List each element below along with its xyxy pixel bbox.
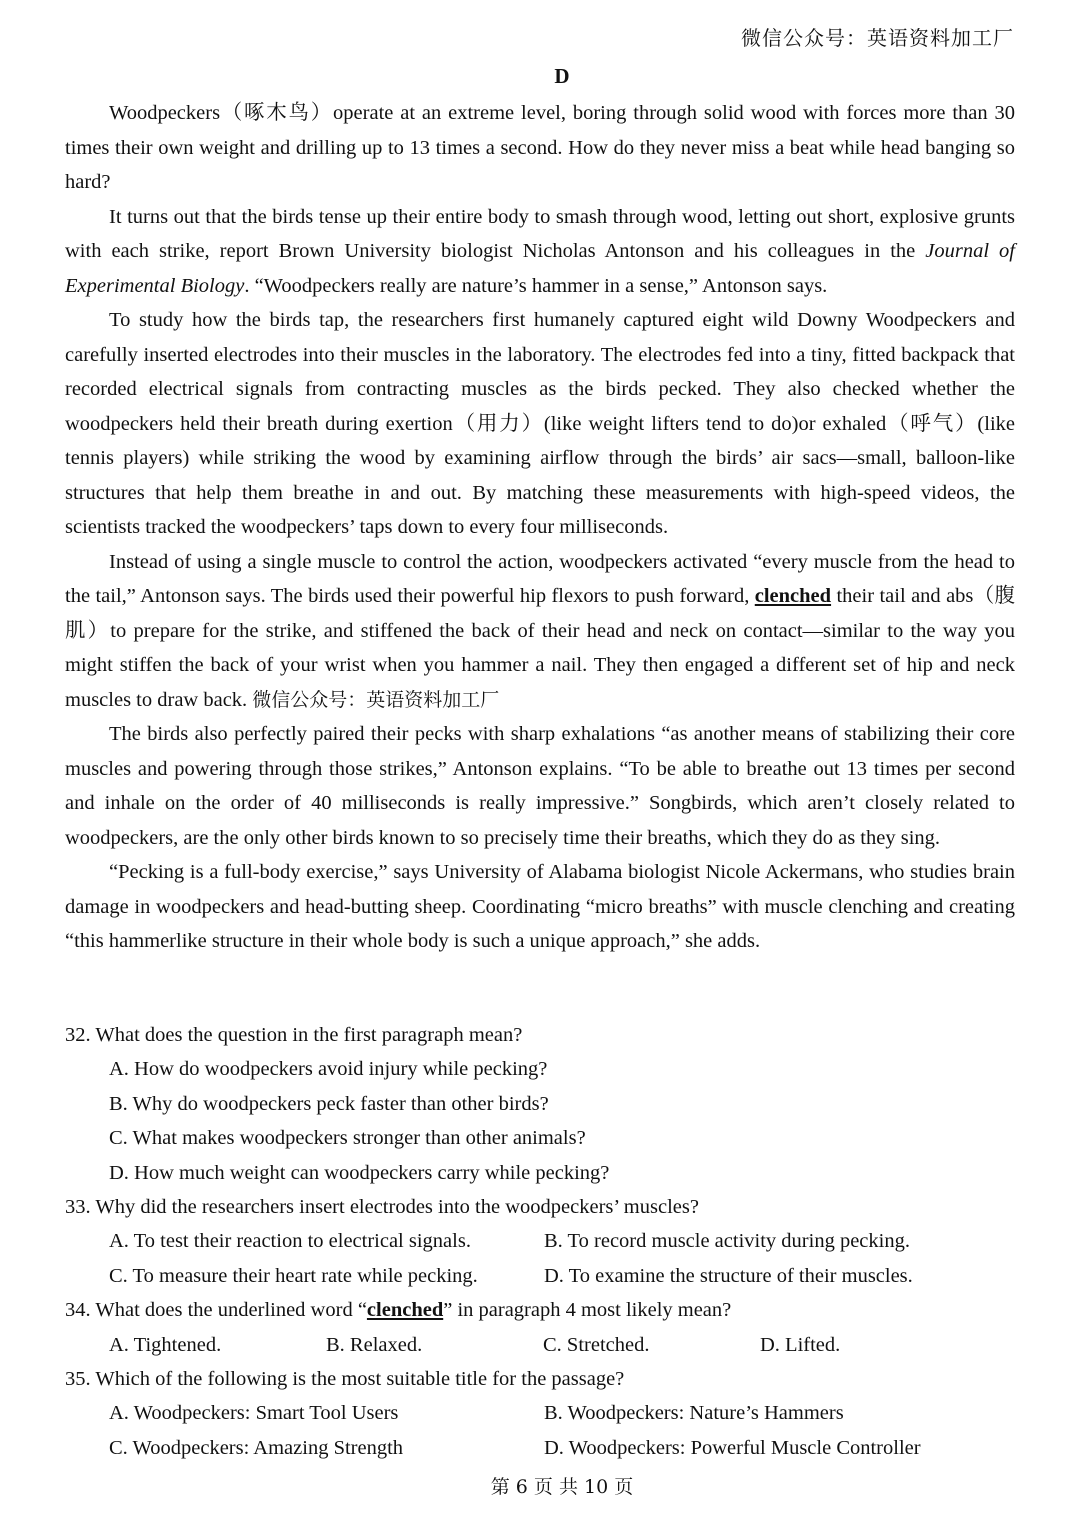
question-32-option-c: C. What makes woodpeckers stronger than other animals? xyxy=(109,1127,586,1150)
question-35-options-row-1 xyxy=(109,1396,1015,1430)
question-32-option-b: B. Why do woodpeckers peck faster than other birds? xyxy=(109,1092,549,1115)
question-33-option-c: C. To measure their heart rate while pecking. xyxy=(109,1264,478,1287)
paragraph-2-text-b: . “Woodpeckers really are nature’s hammer in a sense,” Antonson says. xyxy=(244,274,828,297)
inline-watermark: 微信公众号：英语资料加工厂 xyxy=(252,688,500,711)
question-34-stem-a: 34. What does the underlined word “ xyxy=(65,1299,367,1322)
header-watermark: 微信公众号：英语资料加工厂 xyxy=(741,26,1014,50)
paragraph-4-text-a: Instead of using a single muscle to control the action, woodpeckers activated “every muscle from the head to the tail,” Antonson says. The birds used their powerful hip flexors to push forward, xyxy=(65,550,1015,607)
paragraph-4-text-b: their tail and abs（腹肌）to prepare for the strike, and stiffened the back of their head and neck on contact—similar to the way you might stiffen the back of your wrist when you hammer a nail. They then engaged a different set of hip and neck muscles to draw back. xyxy=(65,585,1015,711)
paragraph-2 xyxy=(65,200,1015,304)
question-34 xyxy=(65,1293,1015,1362)
section-title: D xyxy=(554,64,570,88)
question-35-options-row-2 xyxy=(109,1431,1015,1465)
question-32-stem: 32. What does the question in the first paragraph mean? xyxy=(65,1024,523,1046)
journal-title: Journal of Experimental Biology xyxy=(65,240,1016,297)
question-34-option-d: D. Lifted. xyxy=(760,1333,841,1356)
question-33-options-row-2 xyxy=(109,1259,1015,1293)
question-35-option-a: A. Woodpeckers: Smart Tool Users xyxy=(109,1402,399,1425)
paragraph-4 xyxy=(65,545,1015,718)
question-33-option-b: B. To record muscle activity during pecking. xyxy=(544,1230,910,1253)
paragraph-6: “Pecking is a full-body exercise,” says University of Alabama biologist Nicole Ackermans, who studies brain damage in woodpeckers and head-butting sheep. Coordinating “micro breaths” with muscle clenching and creating “this hammerlike structure in their whole body is such a unique approach,” she adds. xyxy=(65,861,1015,952)
question-33-options-row-1 xyxy=(109,1224,1015,1258)
paragraph-5: The birds also perfectly paired their pecks with sharp exhalations “as another means of stabilizing their core muscles and powering through those strikes,” Antonson explains. “To be able to breathe out 13 times per second and inhale on the order of 40 milliseconds is really impressive.” Songbirds, which aren’t closely related to woodpeckers, are the only other birds known to so precisely time their breaths, which they do as they sing. xyxy=(65,723,1015,849)
question-34-option-a: A. Tightened. xyxy=(109,1333,222,1356)
question-35-stem: 35. Which of the following is the most suitable title for the passage? xyxy=(65,1368,625,1391)
question-33-option-d: D. To examine the structure of their muscles. xyxy=(544,1264,913,1287)
question-32 xyxy=(65,1018,1015,1190)
paragraph-1: Woodpeckers（啄木鸟）operate at an extreme level, boring through solid wood with forces more than 30 times their own weight and drilling up to 13 times a second. How do they never miss a beat while head banging so hard? xyxy=(65,102,1015,193)
question-33-option-a: A. To test their reaction to electrical signals. xyxy=(109,1230,471,1253)
question-34-option-c: C. Stretched. xyxy=(543,1333,650,1356)
question-35-option-b: B. Woodpeckers: Nature’s Hammers xyxy=(544,1402,844,1425)
paragraph-3: To study how the birds tap, the researchers first humanely captured eight wild Downy Woodpeckers and carefully inserted electrodes into their muscles in the laboratory. The electrodes fed into a tiny, fitted backpack that recorded electrical signals from contracting muscles as the birds pecked. They also checked whether the woodpeckers held their breath during exertion（用力）(like weight lifters tend to do)or exhaled（呼气）(like tennis players) while striking the wood by examining airflow through the birds’ air sacs—small, balloon-like structures that help them breathe in and out. By matching these measurements with high-speed videos, the scientists tracked the woodpeckers’ taps down to every four milliseconds. xyxy=(65,309,1015,538)
article xyxy=(65,96,1015,959)
question-33 xyxy=(65,1190,1015,1293)
question-35-option-d: D. Woodpeckers: Powerful Muscle Controller xyxy=(544,1436,921,1459)
question-34-options-row xyxy=(109,1328,1015,1362)
underlined-word: clenched xyxy=(754,585,832,607)
question-34-stem xyxy=(65,1293,1015,1327)
questions xyxy=(65,1018,1015,1465)
paragraph-2-text-a: It turns out that the birds tense up their entire body to smash through wood, letting out short, explosive grunts with each strike, report Brown University biologist Nicholas Antonson and his colleagues in the xyxy=(65,205,1015,262)
question-32-option-d: D. How much weight can woodpeckers carry while pecking? xyxy=(109,1161,610,1184)
question-35 xyxy=(65,1362,1015,1465)
page-number: 第 6 页 共 10 页 xyxy=(490,1476,634,1498)
question-34-stem-b: ” in paragraph 4 most likely mean? xyxy=(443,1299,732,1322)
question-33-stem: 33. Why did the researchers insert electrodes into the woodpeckers’ muscles? xyxy=(65,1196,699,1219)
question-34-option-b: B. Relaxed. xyxy=(326,1333,423,1356)
question-32-option-a: A. How do woodpeckers avoid injury while pecking? xyxy=(109,1058,548,1081)
question-35-option-c: C. Woodpeckers: Amazing Strength xyxy=(109,1436,404,1459)
question-34-underlined-word: clenched xyxy=(366,1299,444,1322)
